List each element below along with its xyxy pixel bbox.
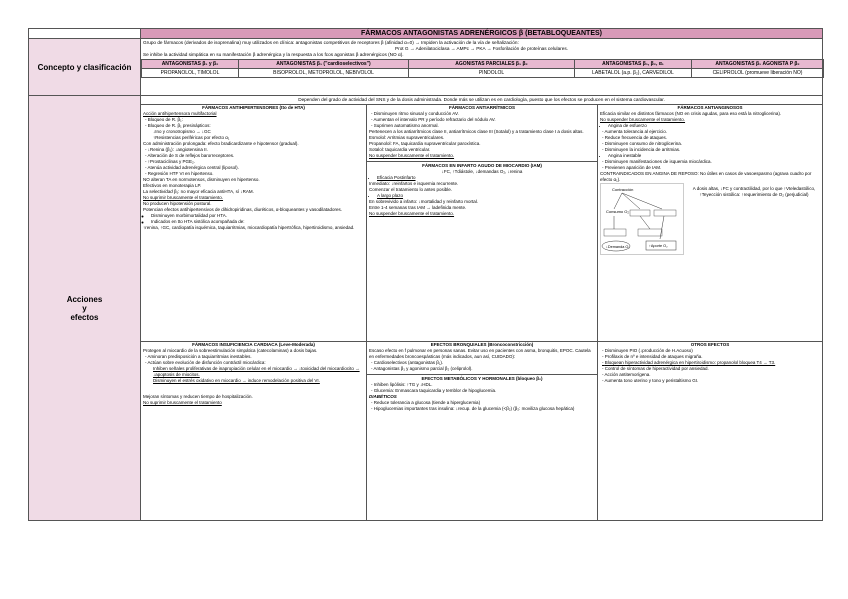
actions-label-3: efectos [70, 312, 99, 322]
actions-label-2: y [82, 303, 87, 313]
heart-failure-line: Protegen al miocardio de la sobreestimulación simpática (catecolaminas) a dosis bajas. [143, 348, 318, 353]
metabolic-line: - Reduce tolerancia a glucosa (tiende a hiperglucemia) [371, 400, 595, 406]
metabolic-line: - Glucemia: Enmascara taquicardia y temblor de hipoglucemia. [371, 388, 595, 394]
heart-failure-title: FÁRMACOS INSUFICIENCIA CARDIACA (Leve-Moderada) [192, 342, 315, 347]
diagram-label-contraction: Contracción [612, 187, 634, 192]
class-header: ANTAGONISTAS β₁ y β₂ [142, 60, 239, 69]
section-divider [367, 374, 597, 375]
actions-label [29, 96, 141, 521]
antihypertensive-line: - ↓Renina (β₁): ↓angiotensina II. [145, 147, 364, 153]
antiarrhythmic-iam-block [367, 105, 598, 342]
class-drugs: LABETALOL (a.p. β₂), CARVEDILOL [575, 69, 692, 78]
antianginal-line: - Disminuyen manifestaciones de isquemia miocárdica. [602, 159, 820, 165]
antiarrhythmic-line: - Suprimen automatismo anormal. [371, 123, 595, 129]
class-drugs: PROPANOLOL, TIMOLOL [142, 69, 239, 78]
bronchial-line: - Cardioselectivos (antagonistas β₁). [371, 360, 595, 366]
text-span: La [143, 189, 150, 194]
antiarrhythmic-line: - Aumentan el intervalo PR y período refractario del nódulo AV. [371, 117, 595, 123]
antihypertensive-line: - Bloqueo de R. β₁: [145, 117, 364, 123]
class-header: AGONISTAS PARCIALES β₁ β₂ [409, 60, 575, 69]
antihypertensive-line: ↓Ino y cronotropismo → ↓GC [153, 129, 211, 134]
section-divider [367, 161, 597, 162]
antianginal-line: - Reduce frecuencia de ataques. [602, 135, 820, 141]
bronchial-title: EFECTOS BRONQUIALES (Broncoconstricción) [430, 342, 534, 347]
oxygen-balance-diagram [600, 183, 684, 255]
antihypertensive-line: NO alteran TA en normotensos, disminuyen en hipertenso. [143, 177, 260, 182]
antianginal-line: - Disminuyen la incidencia de arritmias. [602, 147, 820, 153]
iam-line: • Eficacia Postinfarto [377, 175, 595, 181]
antihypertensive-block [141, 105, 367, 342]
antianginal-line: Eficacia similar en distintos fármacos (NO en crisis agudas, para eso está la nitroglicerina). [600, 111, 782, 116]
heart-failure-line: - Aminoran predisposición a taquiarritmias inestables. [145, 354, 364, 360]
document-title: FÁRMACOS ANTAGONISTAS ADRENÉRGICOS β (BETABLOQUEANTES) [141, 29, 823, 39]
concept-intro [141, 39, 822, 59]
class-drugs: BISOPROLOL, METOPROLOL, NEBIVOLOL [239, 69, 409, 78]
text-span: β₁: no mayor eficacia antiHTA, sí ↓RAM. [172, 189, 254, 194]
antianginal-line: - Aumenta tolerancia al ejercicio. [602, 129, 820, 135]
other-effects-block [598, 342, 823, 521]
iam-line: No suspender bruscamente el tratamiento. [369, 211, 455, 216]
antiarrhythmic-line: No suspender bruscamente el tratamiento. [369, 153, 455, 158]
antianginal-block [598, 105, 823, 342]
concept-label: Concepto y clasificación [29, 39, 141, 96]
antihypertensive-line: - Regresión HTF VI en hipertenso. [145, 171, 364, 177]
classification-table [141, 59, 824, 78]
diagram-label-consumption: Consumo O₂ [606, 209, 629, 214]
heart-failure-line: No suprimir bruscamente el tratamiento [143, 400, 222, 405]
antiarrhythmic-line: Esmolol: Arritmias supraventriculares. [369, 135, 445, 140]
antihypertensive-line: No suprimir bruscamente el tratamiento. [143, 195, 224, 200]
other-effects-line: - Disminuyen PIO (↓producción de H.Acuoso) [602, 348, 820, 354]
antihypertensive-line: - ↑Prostaciclinas y PGE₂. [145, 159, 364, 165]
antianginal-line: • Angina inestable [608, 153, 820, 159]
concept-intro-2: Prot G → Adenilatociclasa → AMPc → PKA → Fosforilación de proteínas celulares. [395, 46, 568, 51]
other-effects-line: - Aumenta tono uterino y tono y peristaltismo GI. [602, 378, 820, 384]
bronchial-line: - Antagonistas β₁ y agonismo parcial β₂ (celiprolol). [371, 366, 595, 372]
class-drugs: CELIPROLOL (promueve liberación NO) [692, 69, 824, 78]
heart-failure-line: Inhiben señales proliferativas de inapropiación celular en el miocardio → ↓toxicidad del miocardiocito → ↓apoptosis de miocitos. [153, 366, 360, 377]
antiarrhythmic-line: Propanolol: FA, taquicardia supraventricular paroxística. [369, 141, 481, 146]
metabolic-line: - Inhiben lipólisis: ↑TG y ↓HDL. [371, 382, 595, 388]
summary-table [28, 28, 823, 521]
other-effects-line: - Control de síntomas de hiperactividad por ansiedad. [602, 366, 820, 372]
selectivity-term: selectividad [149, 189, 173, 194]
actions-intro: Dependen del grado de actividad del SNS y de la dosis administrada. Donde más se utilizan es en cardiología, puesto que los efectos se producen en el sistema cardiovascular. [141, 96, 823, 105]
bronchial-metabolic-block [367, 342, 598, 521]
oxygen-balance-area [600, 183, 820, 255]
heart-failure-line: Mejoran síntomas y reducen tiempo de hospitalización. [143, 394, 253, 399]
actions-label-1: Acciones [66, 294, 103, 304]
antihypertensive-line: ◦ Indicados en tto HTA sistólica acompañada de: [151, 219, 364, 225]
antianginal-line: - Disminuyen consumo de nitroglicerina. [602, 141, 820, 147]
heart-failure-block [141, 342, 367, 521]
iam-title: FÁRMACOS EN INFARTO AGUDO DE MIOCARDIO (IAM) [422, 163, 542, 168]
antihypertensive-line: No producen hipotensión postural. [143, 201, 212, 206]
class-header: ANTAGONISTAS β₁ AGONISTA P β₂ [692, 60, 824, 69]
antihypertensive-line: ↑renina, ↑GC, cardiopatía isquémica, taquiarritmias, miocardiopatía hipertrófica, hipertiroidismo, ansiedad. [143, 225, 355, 230]
antiarrhythmic-line: - Disminuyen ritmo sinusal y conducción AV. [371, 111, 595, 117]
other-effects-line: - Profilaxis de nº e intensidad de ataques migraña. [602, 354, 820, 360]
class-header: ANTAGONISTAS β₁ ("cardioselectivos") [239, 60, 409, 69]
antiarrhythmic-line: Sotalol: taquicardia ventricular. [369, 147, 431, 152]
antianginal-dose-note: A dosis altas, ↓FC y contractilidad, por lo que ↑Vteledastólico, ↑Teyección sistólica: ↑requerimiento de O₂ (perjudicial) [692, 186, 816, 197]
antihypertensive-line: ◦ Disminuyen morbimortalidad por HTA. [151, 213, 364, 219]
iam-line: Inmediato: ↓reinfartos e isquemia recurrente. [369, 181, 459, 186]
diagram-label-supply: ↑Aporte O₂ [649, 244, 668, 248]
antihypertensive-line: - Bloqueo de R. β₁ presinápticos: [145, 123, 364, 129]
concept-cell [141, 39, 823, 96]
bronchial-line: Escaso efecto en f pulmonar en personas sanas. Evitar uso en pacientes con asma, bronquitis, EPOC. Cautela en enfermedades broncoespásticas (más indicados, aun así, CUIDADO): [369, 348, 591, 359]
corner-cell [29, 29, 141, 39]
iam-line: Comenzar el tratamiento lo antes posible. [369, 187, 453, 192]
diagram-label-demand: ↓Demanda O₂ [606, 245, 630, 249]
iam-subtitle: ↓FC, ↑Tdiástole, ↓demandas O₂, ↓renina [441, 169, 523, 174]
heart-failure-line: Disminuyen el estrés oxidativo en miocardio → induce remodelación positiva del VI. [153, 378, 320, 383]
document-page [28, 28, 822, 580]
antianginal-line: CONTRAINDICADOS EN ANGINA DE REPOSO: No útiles en casos de vasoespasmo (agrava cuadro por efecto α₁). [600, 171, 812, 182]
metabolic-title: EFECTOS METABÓLICOS Y HORMONALES (bloqueo β₂) [421, 376, 543, 381]
other-effects-line: - Bloquean hiperactividad adrenérgica en hipertiroidismo: propanolol bloquea T4 → T3. [602, 360, 820, 366]
antianginal-line: No suspender bruscamente el tratamiento. [600, 117, 686, 122]
concept-intro-3: Se inhibe la actividad simpática en su manifestación β adrenérgica y la respuesta a los fcos agonistas β adrenérgicos (NO α). [143, 52, 404, 57]
antiarrhythmic-line: Pertenecen a los antiarrítmicos clase II, antiarrítmicos clase III (Sotalol) y a tratamiento clase I a dosis altas. [369, 129, 584, 134]
iam-line: En sobrevivido a infarto: ↓mortalidad y reinfarto mortal. [369, 199, 479, 204]
metabolic-line: - Hipoglucemias importantes tras insulina: ↓recup. de la glucemia (<β₂) (β₂: moviliza glucosa hepática) [371, 406, 595, 412]
antihypertensive-line: - Atenúa actividad adrenérgica central (liposol). [145, 165, 364, 171]
class-header: ANTAGONISTAS β₁, β₂, α₁ [575, 60, 692, 69]
antihypertensive-line: - Alteración de S de reflejos barorreceptores. [145, 153, 364, 159]
antihypertensive-line: Efectivos en monoterapia LP. [143, 183, 202, 188]
iam-line: Entre 1-4 semanas tras IAM → ladefinida mente. [369, 205, 467, 210]
antihypertensive-line: ↑Resistencias periféricas por efecto α₁ [153, 135, 230, 140]
antianginal-title: FÁRMACOS ANTIANGINOSOS [677, 105, 743, 110]
class-drugs: PINDOLOL [409, 69, 575, 78]
antihypertensive-line: Acción antihipertensora multifactorial [143, 111, 217, 116]
heart-failure-line: - Actúan sobre evolución de disfunción contráctil miocárdica: [145, 360, 364, 366]
other-effects-line: - Acción antitemorígena. [602, 372, 820, 378]
antihypertensive-line: Potencian efectos antihipertensivos de dihidropiridinas, diuréticos, α-bloqueantes y vasodilatadores. [143, 207, 342, 212]
metabolic-line: DIABÉTICOS [369, 394, 397, 399]
antianginal-line: • Angina de esfuerzo [608, 123, 820, 129]
iam-line: • A largo plazo [377, 193, 595, 199]
antiarrhythmic-title: FÁRMACOS ANTIARRÍTMICOS [448, 105, 516, 110]
other-effects-title: OTROS EFECTOS [690, 342, 730, 347]
antihypertensive-title: FÁRMACOS ANTIHIPERTENSORES (tto de HTA) [202, 105, 305, 110]
antianginal-line: - Previenen aparición de IAM. [602, 165, 820, 171]
antihypertensive-line: Con administración prolongada: efecto bradicardizante e hipotensor (gradual). [143, 141, 299, 146]
concept-intro-1: Grupo de fármacos (derivados de isoprenalina) muy utilizados en clínica: antagonistas competitivos de receptores β (afinidad α=0) → Impiden la activación de la vía de señalización: [143, 40, 519, 45]
